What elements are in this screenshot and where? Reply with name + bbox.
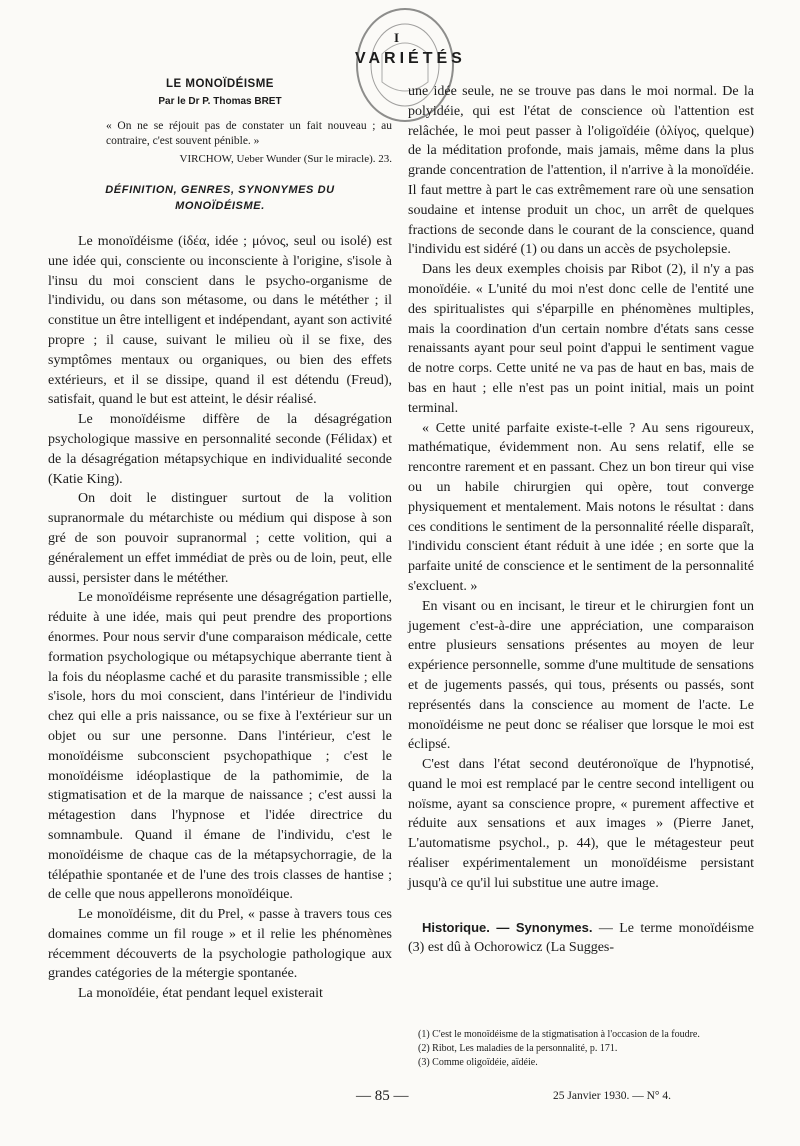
historique-text: — Le terme monoïdéisme (3) est dû à Ochorowicz (La Sugges- xyxy=(408,920,755,956)
historique-paragraph xyxy=(408,918,754,959)
paragraph: Le monoïdéisme diffère de la désagrégation psychologique massive en personnalité seconde (Félidax) et de la désagrégation métapsychique en individualité seconde (Katie King). xyxy=(48,412,392,487)
left-column xyxy=(48,78,392,1004)
article-title: LE MONOÏDÉISME xyxy=(166,78,274,90)
issue-date: 25 Janvier 1930. — N° 4. xyxy=(553,1090,671,1102)
footnote: (1) C'est le monoïdéisme de la stigmatisation à l'occasion de la foudre. xyxy=(418,1029,700,1040)
footnote: (2) Ribot, Les maladies de la personnalité, p. 171. xyxy=(418,1043,618,1054)
section-title: VARIÉTÉS xyxy=(355,50,466,67)
right-column xyxy=(408,82,754,958)
paragraph: Le monoïdéisme (ἰδέα, idée ; μόνος, seul ou isolé) est une idée qui, consciente ou inconsciente à l'origine, s'isole à l'insu du moi conscient dans le psycho-organisme de l'individu, ou dans son métasome, ou dans le météther ; il constitue un être intelligent et indépendant, ayant son activité propre ; il cause, suivant le milieu où il se fixe, des symptômes mentaux ou organiques, ou bien des effets extérieurs, et il se dissipe, quand il est détendu (Freud), satisfait, quand le but est atteint, le désir réalisé. xyxy=(48,234,392,408)
article-byline: Par le Dr P. Thomas BRET xyxy=(158,96,282,107)
paragraph: une idée seule, ne se trouve pas dans le moi normal. De la polyidéie, qui est l'état de conscience où l'attention est relâchée, le moi peut passer à l'oligoïdéie (ὀλίγος, quelque) de la méditation profonde, mais jamais, même dans la plus grande concentration de l'attention, il n'arrive à la monoïdéie. Il faut mettre à part le cas extrêmement rare où une sensation soudaine et intense produit un choc, un arrêt de quelques fractions de seconde dans le courant de la conscience, quand l'individu est sidéré (1) ou dans un accès de psycholepsie. xyxy=(408,84,754,258)
paragraph: Le monoïdéisme représente une désagrégation partielle, réduite à une idée, mais qui peut prendre des proportions énormes. Pour nous servir d'une comparaison médicale, cette formation psychologique ou métapsychique aberrante tient à la fois du néoplasme caché et du parasite transmissible ; elle s'isole, hors du moi conscient, dans l'intérieur de l'individu chez qui elle a pris naissance, ou se fixe à l'extérieur sur un objet ou sur une personne. Dans l'intérieur, c'est le monoïdéisme subconscient psychopathique ; c'est le monoïdéisme idéoplastique de la pathomimie, de la stigmatisation et de la marque de naissance ; c'est aussi la métagestion dans l'hypnose et l'idée directrice du somnambule. Quand il émane de l'individu, c'est le monoïdéisme de chaque cas de la métapsychorragie, de la télépathie spontanée et de l'une des trois classes de hantise ; de celle que nous appellerons monoïdéique. xyxy=(48,590,392,903)
paragraph: La monoïdéie, état pendant lequel existerait xyxy=(78,986,323,1002)
footnotes xyxy=(408,1028,754,1070)
epigraph xyxy=(106,119,392,167)
footnote: (3) Comme oligoïdéie, aïdéie. xyxy=(418,1057,538,1068)
section-number: I xyxy=(394,30,400,45)
epigraph-quote: « On ne se réjouit pas de constater un fait nouveau ; au contraire, c'est souvent pénible. » xyxy=(106,120,392,147)
paragraph: Le monoïdéisme, dit du Prel, « passe à travers tous ces domaines comme un fil rouge » et il relie les phénomènes récemment découverts de la psychologie pathologique aux grandes catégories de la métergie spontanée. xyxy=(48,907,392,982)
paragraph: En visant ou en incisant, le tireur et le chirurgien font un jugement c'est-à-dire une appréciation, une comparaison entre plusieurs sensations présentes au moyen de leur expérience personnelle, somme d'une multitude de sensations et de jugements passés, qui tous, présents ou passés, sont représentés dans la conscience au moment de l'acte. Le monoïdéisme ne peut donc se réaliser que lorsque le moi est éclipsé. xyxy=(408,598,754,753)
paragraph: On doit le distinguer surtout de la volition supranormale du métarchiste ou médium qui dispose à son gré de son pouvoir supranormal ; cette volition, qui a généralement un effet immédiat de près ou de loin, peut, elle aussi, persister dans le météther. xyxy=(48,491,392,586)
section-subheading: DÉFINITION, GENRES, SYNONYMES DU MONOÏDÉISME. xyxy=(105,184,335,212)
epigraph-source: VIRCHOW, Ueber Wunder (Sur le miracle). 23. xyxy=(179,153,392,165)
paragraph: Dans les deux exemples choisis par Ribot (2), il n'y a pas monoïdéie. « L'unité du moi n'est donc celle de l'entité une des spiritualistes qui s'éparpille en phénomènes multiples, mais la coordination d'un certain nombre d'états sans cesse renaissants ayant pour seul point d'appui le sentiment vague de notre corps. Cette unité ne va pas de haut en bas, mais de bas en haut ; elle n'est pas un point initial, mais un point terminal. xyxy=(408,262,754,416)
paragraph: C'est dans l'état second deutéronoïque de l'hypnotisé, quand le moi est remplacé par le centre second intelligent ou noïsme, ayant sa conscience propre, « purement affective et réduite aux sensations et aux images » (Pierre Janet, L'automatisme psychol., p. 44), que le métagesteur peut réaliser expérimentalement un monoïdéisme persistant jusqu'à ce qu'il lui substitue une autre image. xyxy=(408,757,754,891)
paragraph: « Cette unité parfaite existe-t-elle ? Au sens rigoureux, mathématique, évidemment non. Au sens relatif, elle se rencontre rarement et en passant. Chez un bon tireur qui vise ou un habile chirurgien qui opère, tout converge physiquement et mentalement. Mais notons le résultat : dans ces conditions le sentiment de la personnalité réelle disparaît, l'individu conscient étant réduit à une idée ; en sorte que la parfaite unité de conscience et le sentiment de la personnalité s'excluent. » xyxy=(408,420,754,594)
page-number: — 85 — xyxy=(356,1088,409,1104)
historique-heading: Historique. — Synonymes. xyxy=(422,919,593,935)
